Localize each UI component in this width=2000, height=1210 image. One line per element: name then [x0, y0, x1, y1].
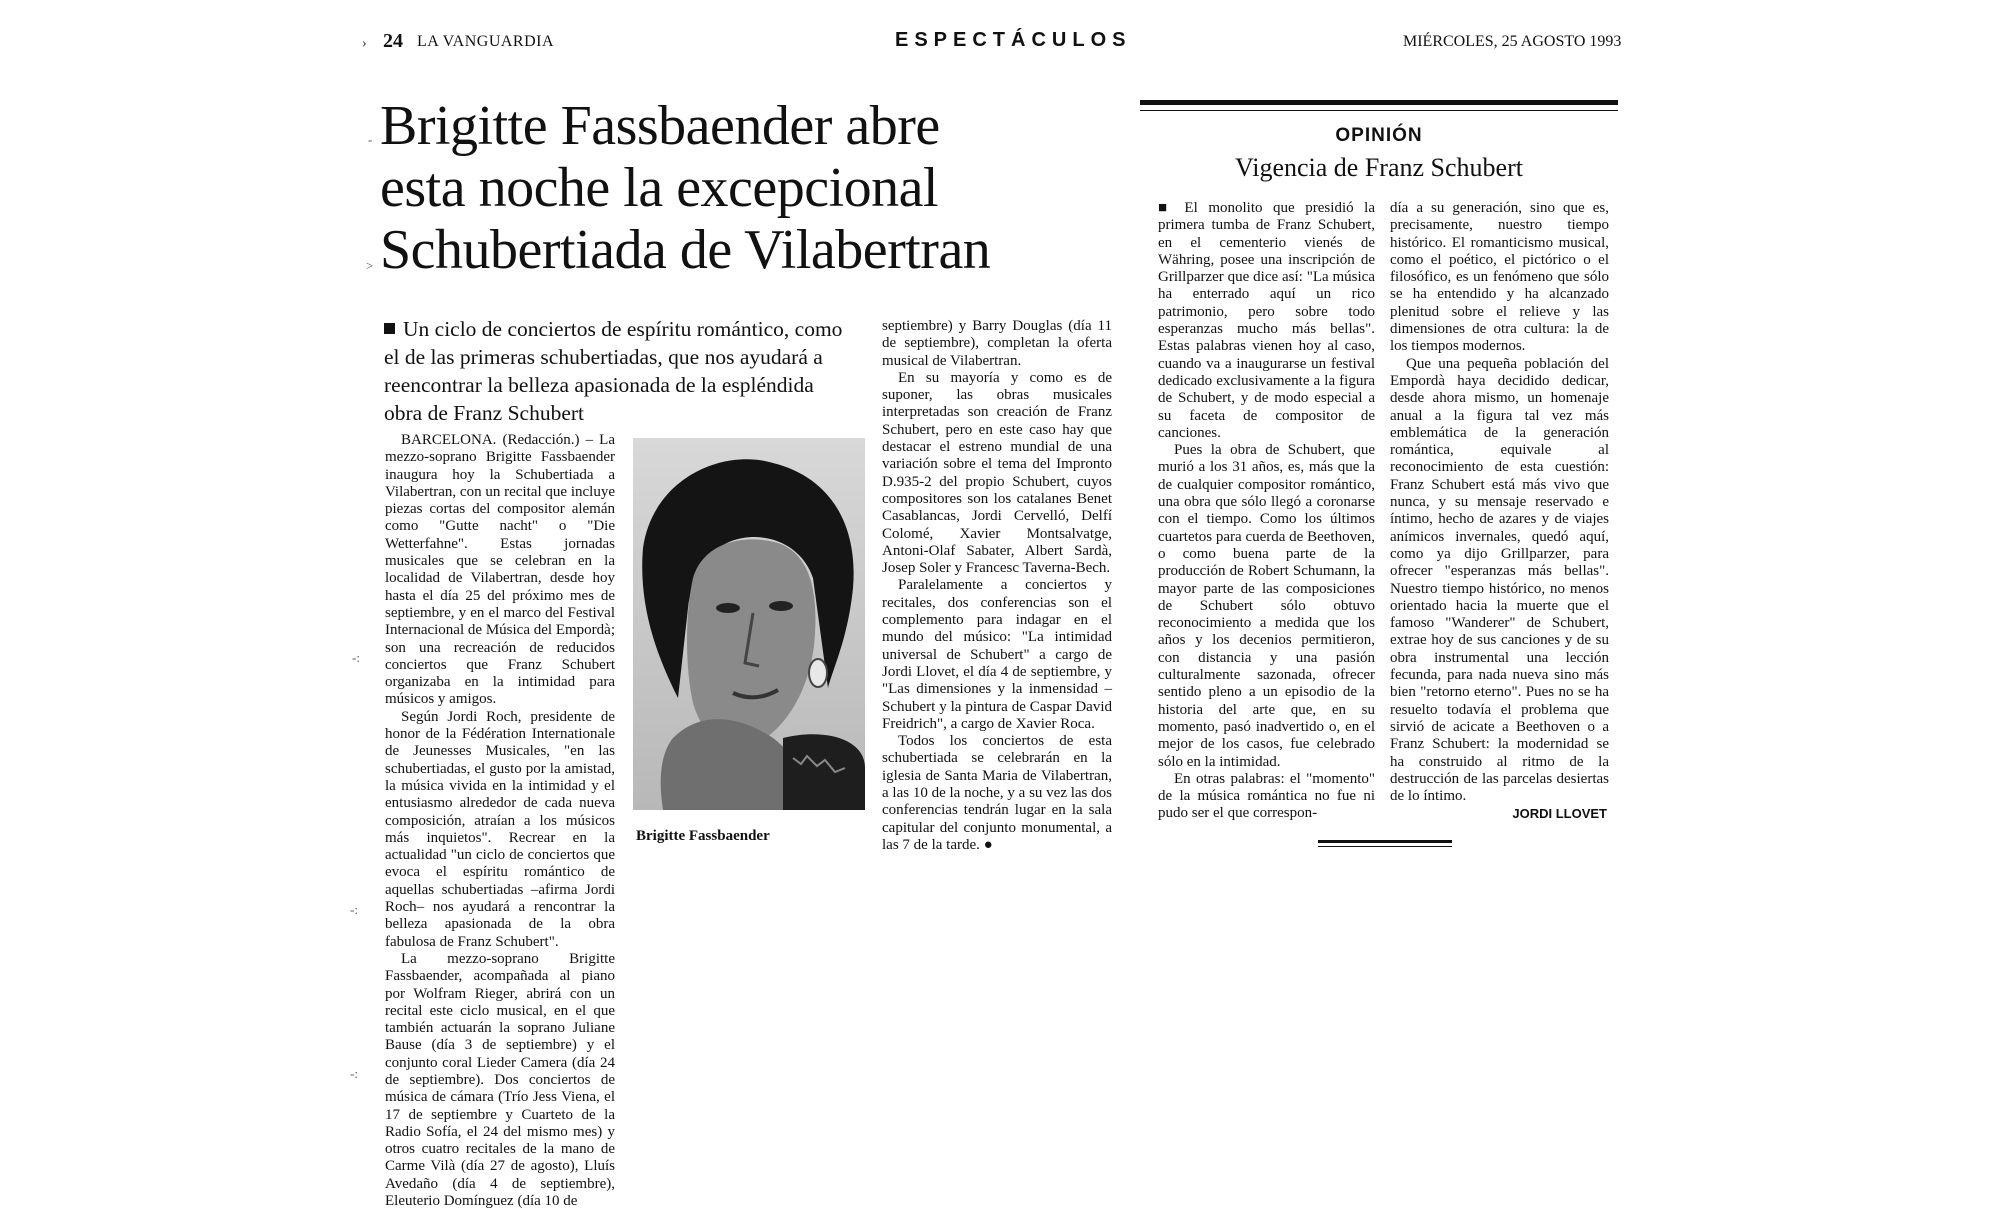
headline-line: Brigitte Fassbaender abre	[380, 95, 940, 157]
deck-text: Un ciclo de conciertos de espíritu romántico, como el de las primeras schubertiadas, que nos ayudará a reencontrar la belleza apasionada de la espléndida obra de Franz Schubert	[384, 317, 843, 425]
square-bullet-icon	[384, 323, 395, 334]
scan-mark: -:	[350, 902, 358, 917]
opinion-top-rule-thin	[1140, 110, 1618, 111]
article-column-1	[385, 432, 615, 1210]
headline-line: esta noche la excepcional	[380, 157, 939, 219]
scan-mark: -	[368, 132, 373, 147]
paragraph: BARCELONA. (Redacción.) – La mezzo-soprano Brigitte Fassbaender inaugura hoy la Schubertiada a Vilabertran, con un recital que incluye piezas cortas del compositor alemán como "Gutte nacht" o "Die Wetterfahne". Estas jornadas musicales que se celebran en la localidad de Vilabertran, desde hoy hasta el día 25 del próximo mes de septiembre, y en el marco del Festival Internacional de Música del Empordà; son una recreación de reducidos conciertos que Franz Schubert organizaba en la intimidad para músicos y amigos.	[385, 432, 615, 708]
headline	[380, 95, 1040, 281]
paragraph: Todos los conciertos de esta schubertiada se celebrarán en la iglesia de Santa Maria de Vilabertran, a las 10 de la noche, y a su vez las dos conferencias tendrán lugar en la sala capitular del conjunto monumental, a las 7 de la tarde. ●	[882, 733, 1112, 853]
paragraph: En otras palabras: el "momento" de la música romántica no fue ni pudo ser el que correspon-	[1158, 770, 1375, 822]
headline-line: Schubertiada de Vilabertran	[380, 219, 991, 281]
publication-name: LA VANGUARDIA	[417, 33, 555, 50]
opinion-label: OPINIÓN	[1335, 125, 1423, 146]
paragraph: septiembre) y Barry Douglas (día 11 de septiembre), completan la oferta musical de Vilabertran.	[882, 318, 1112, 369]
page-number: 24	[383, 30, 403, 52]
paragraph: Que una pequeña población del Empordà haya decidido dedicar, desde ahora mismo, un homenaje anual a la figura tal vez más emblemática de la generación romántica, equivale al reconocimiento de esta cuestión: Franz Schubert está más vivo que nunca, y su mensaje reservado e íntimo, hecho de azares y de viajes anímicos invernales, quedó aquí, como ya dijo Grillparzer, para ofrecer "esperanzas más bellas". Nuestro tiempo histórico, no menos orientado hacia la muerte que el famoso "Wanderer" de Schubert, extrae hoy de sus canciones y de su obra instrumental una lección fecunda, para nada nueva sino más bien "retorno eterno". Pues no se ha resuelto todavía el problema que sirvió de acicate a Beethoven o a Franz Schubert: la modernidad se ha construido al ritmo de la destrucción de las parcelas desiertas de lo íntimo.	[1390, 355, 1609, 805]
scan-mark: -:	[352, 650, 360, 665]
opinion-bottom-rule-thin	[1318, 846, 1452, 847]
issue-date: MIÉRCOLES, 25 AGOSTO 1993	[1403, 33, 1622, 50]
photo-caption: Brigitte Fassbaender	[636, 828, 770, 844]
portrait-illustration	[633, 438, 865, 810]
paragraph: La mezzo-soprano Brigitte Fassbaender, acompañada al piano por Wolfram Rieger, abrirá con un recital este ciclo musical, en el que también actuarán la soprano Juliane Bause (día 3 de septiembre) y el conjunto coral Lieder Camera (día 24 de septiembre). Dos conciertos de música de cámara (Trío Jess Viena, el 17 de septiembre y Cuarteto de la Radio Sofía, el 24 del mismo mes) y otros cuatro recitales de la mano de Carme Vilà (día 27 de agosto), Lluís Avedaño (día 4 de septiembre), Eleuterio Domínguez (día 10 de	[385, 950, 615, 1210]
opinion-top-rule	[1140, 100, 1618, 105]
paragraph: Paralelamente a conciertos y recitales, dos conferencias son el complemento para indagar en el mundo del músico: "La intimidad universal de Schubert" a cargo de Jordi Llovet, el día 4 de septiembre, y "Las dimensiones y la inmensidad –Schubert y la pintura de Caspar David Freidrich", a cargo de Xavier Roca.	[882, 577, 1112, 732]
paragraph: Pues la obra de Schubert, que murió a los 31 años, es, más que la de cualquier compositor romántico, una obra que sólo llegó a coronarse con el tiempo. Como los últimos cuartetos para cuerda de Beethoven, o como buena parte de la producción de Robert Schumann, la mayor parte de las composiciones de Schubert sólo obtuvo reconocimiento a medida que los años y los decenios permitieron, con distancia y una pasión culturalmente sazonada, ofrecer sentido pleno a un episodio de la historia del arte que, en su momento, pasó inadvertido o, en el mejor de los casos, fue celebrado sólo en la intimidad.	[1158, 442, 1375, 770]
opinion-bottom-rule	[1318, 840, 1452, 843]
portrait-photo	[633, 438, 865, 810]
paragraph: día a su generación, sino que es, precisamente, nuestro tiempo histórico. El romanticismo musical, como el poético, el pictórico o el filosófico, es un fenómeno que sólo se ha entendido y ha alcanzado plenitud sobre el relieve y las dimensiones de otra cultura: la de los tiempos modernos.	[1390, 200, 1609, 355]
scan-mark: >	[366, 258, 374, 273]
opinion-signature: JORDI LLOVET	[1512, 806, 1607, 821]
header-arrow-icon: ›	[362, 36, 367, 51]
opinion-column-2	[1390, 200, 1609, 805]
paragraph: Según Jordi Roch, presidente de honor de la Fédération Internationale de Jeunesses Musicales, "en las schubertiadas, el gusto por la amistad, la música vivida en la intimidad y el entusiasmo alrededor de cada nueva composición, atraían a los músicos más inquietos". Recrear en la actualidad "un ciclo de conciertos que evoca el espíritu romántico de aquellas schubertiadas –afirma Jordi Roch– nos ayudará a rencontrar la belleza apasionada de la obra fabulosa de Franz Schubert".	[385, 708, 615, 950]
section-name: ESPECTÁCULOS	[895, 29, 1132, 51]
paragraph: ■ El monolito que presidió la primera tumba de Franz Schubert, en el cementerio vienés de Währing, posee una inscripción de Grillparzer que dice así: "La música ha enterrado aquí un rico patrimonio, pero sobre todo esperanzas mucho más bellas". Estas palabras vienen hoy al caso, cuando va a inaugurarse un festival dedicado exclusivamente a la figura de Schubert, y de modo especial a su faceta de compositor de canciones.	[1158, 200, 1375, 441]
opinion-column-1	[1158, 200, 1375, 823]
scan-mark: -:	[350, 1066, 358, 1081]
article-deck	[384, 315, 854, 427]
opinion-title: Vigencia de Franz Schubert	[1235, 153, 1523, 182]
paragraph: En su mayoría y como es de suponer, las obras musicales interpretadas son creación de Franz Schubert, pero en este caso hay que destacar el estreno mundial de una variación sobre el tema del Impronto D.935-2 del propio Schubert, cuyos compositores son los catalanes Benet Casablancas, Jordi Cervelló, Delfí Colomé, Xavier Montsalvatge, Antoni-Olaf Sabater, Albert Sardà, Josep Soler y Francesc Taverna-Bech.	[882, 369, 1112, 577]
article-column-2	[882, 318, 1112, 854]
